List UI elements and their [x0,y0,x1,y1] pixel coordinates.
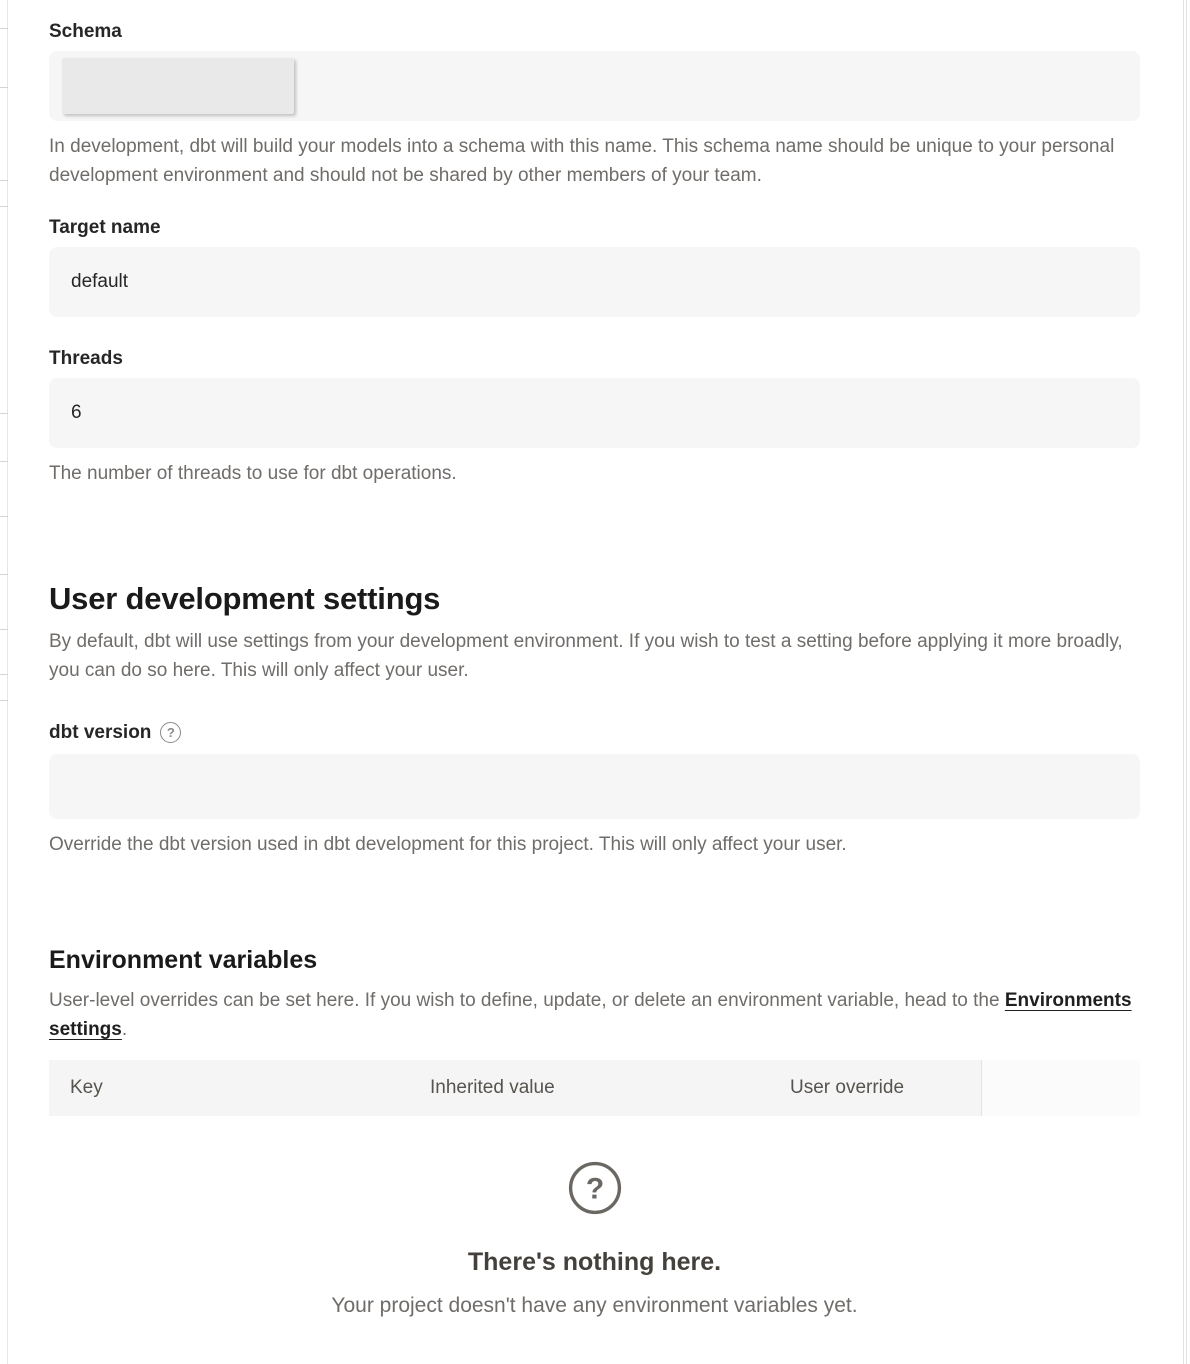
question-circle-large-icon [49,1160,1140,1221]
dbt-version-label-text: dbt version [49,722,152,743]
dbt-version-label [49,721,1140,744]
environment-variables-description [49,986,1140,1044]
column-header-user-override: User override [790,1077,905,1098]
env-vars-empty-state [49,1160,1140,1319]
threads-label: Threads [49,348,123,369]
target-name-label: Target name [49,217,161,238]
env-description-suffix: . [121,1019,128,1040]
column-header-actions [982,1060,1140,1116]
empty-state-subtitle: Your project doesn't have any environment variables yet. [331,1294,858,1317]
redacted-schema-value [62,58,294,114]
user-development-settings-title: User development settings [49,581,441,616]
empty-state-title: There's nothing here. [467,1248,722,1276]
schema-label: Schema [49,21,122,42]
env-description-prefix: User-level overrides can be set here. If you wish to define, update, or delete an environment variable, head to the [49,990,1005,1011]
cropped-sidebar-edge [0,0,8,1364]
svg-text:?: ? [585,1172,604,1206]
settings-panel [49,0,1140,1319]
schema-help-text: In development, dbt will build your models into a schema with this name. This schema name should be unique to your personal development environment and should not be shared by other members of your team. [49,136,1115,186]
environment-variables-title: Environment variables [49,946,318,974]
env-vars-table-header [49,1060,1140,1116]
target-name-input[interactable] [49,247,1140,317]
schema-input[interactable] [49,51,1140,121]
threads-input[interactable] [49,378,1140,448]
environments-settings-link[interactable]: Environments settings [49,990,1132,1040]
column-header-key: Key [70,1077,103,1098]
dbt-version-help-text: Override the dbt version used in dbt development for this project. This will only affect your user. [49,834,847,855]
scrollbar-gutter[interactable] [1183,0,1187,1364]
question-circle-icon[interactable]: ? [160,722,181,743]
user-development-settings-description: By default, dbt will use settings from your development environment. If you wish to test a setting before applying it more broadly, you can do so here. This will only affect your user. [49,631,1123,681]
column-header-inherited-value: Inherited value [430,1077,555,1098]
threads-help-text: The number of threads to use for dbt operations. [49,463,457,484]
dbt-version-input[interactable] [49,754,1140,819]
